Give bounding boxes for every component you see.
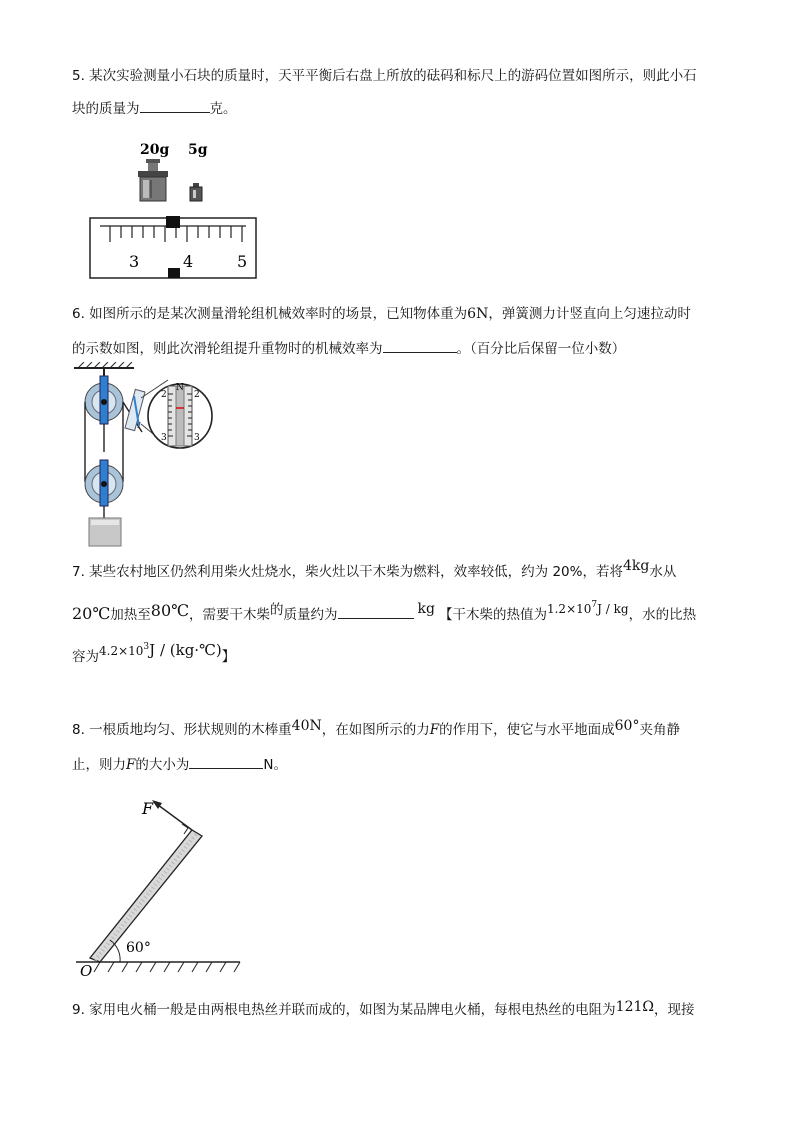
q8-text-2-end: N。: [263, 757, 287, 773]
origin-label: O: [80, 962, 93, 980]
q6-text-1-end: ，弹簧测力计竖直向上匀速拉动时: [488, 306, 691, 322]
balance-scale-figure: [86, 136, 262, 282]
q6-answer-blank[interactable]: [383, 338, 457, 353]
q7-c-coeff: 4.2×10: [99, 644, 144, 658]
q5-answer-blank[interactable]: [140, 98, 210, 113]
q7-line-1: [72, 558, 677, 582]
q6-line-1: [72, 304, 691, 324]
q5-line-2: [72, 98, 237, 119]
q7-text-mass: 质量约为: [283, 607, 338, 623]
q8-weight-value: 40N: [291, 718, 322, 734]
q8-line-2: [72, 754, 287, 775]
q6-line-2: [72, 338, 625, 359]
q6-weight-value: 6N: [467, 306, 489, 322]
q8-text-angle: 的作用下，使它与水平地面成: [439, 722, 615, 738]
q7-text-1: 7. 某些农村地区仍然利用柴火灶烧水，柴火灶以干木柴为燃料，效率较低，约为 20%，若将: [72, 564, 623, 580]
q7-text-3: 容为: [72, 649, 99, 665]
q7-text-de: 的: [270, 602, 284, 618]
q8-text-1: 8. 一根质地均匀、形状规则的木棒重: [72, 722, 292, 738]
scale-label-left-3: 3: [161, 433, 167, 443]
scale-label-right-3: 3: [194, 433, 200, 443]
scale-magnifier: [141, 380, 212, 448]
q7-c-unit: J / (kg·℃): [149, 641, 222, 659]
q7-temp-end: 80℃: [150, 601, 190, 620]
q7-q-unit: J / kg: [597, 602, 629, 616]
weight-5g-label: 5g: [188, 142, 208, 158]
q7-mass-value: 4kg: [622, 558, 650, 574]
weight-block: [89, 518, 121, 546]
q5-text-2: 块的质量为: [72, 101, 140, 117]
q8-force-symbol-2: F: [126, 757, 136, 773]
weight-20g-label: 20g: [140, 142, 170, 158]
q7-text-heat: 加热至: [110, 607, 151, 623]
q8-angle-value: 60°: [614, 718, 640, 734]
scale-label-4: 4: [183, 252, 194, 271]
ceiling-support: [74, 362, 134, 376]
q9-text-1: 9. 家用电火桶一般是由两根电热丝并联而成的，如图为某品牌电火桶，每根电热丝的电阻为: [72, 1002, 616, 1018]
q8-text-force: ，在如图所示的力: [321, 722, 430, 738]
q5-line-1: [72, 66, 697, 86]
q7-q-coeff: 1.2×10: [546, 602, 592, 616]
q7-text-need: ，需要干木柴: [189, 607, 271, 623]
q6-text-1: 6. 如图所示的是某次测量滑轮组机械效率时的场景，已知物体重为: [72, 306, 468, 322]
q7-answer-blank[interactable]: [338, 604, 414, 619]
balance-ruler: [90, 216, 256, 278]
unit-label-n: N: [176, 383, 184, 393]
pulley-system-figure: [72, 362, 222, 552]
rider-slider: [166, 216, 180, 228]
movable-pulley-icon: [85, 460, 123, 518]
q8-answer-blank[interactable]: [189, 754, 263, 769]
q7-text-3-end: 】: [221, 649, 236, 665]
q9-resistance-value: 121Ω: [615, 999, 655, 1015]
q6-text-2: 的示数如图，则此次滑轮组提升重物时的机械效率为: [72, 341, 383, 357]
q7-line-2: [72, 600, 697, 627]
q9-line-1: [72, 1000, 695, 1020]
q7-c-exp: 3: [143, 642, 150, 652]
q7-text-2-end: ，水的比热: [628, 607, 697, 623]
force-arrow: [152, 800, 192, 830]
q8-force-symbol: F: [429, 722, 440, 738]
q6-text-2-end: 。（百分比后保留一位小数）: [456, 341, 626, 357]
scale-label-3: 3: [129, 252, 140, 271]
weight-20g-icon: [138, 159, 168, 201]
q5-text-1: 5. 某次实验测量小石块的质量时，天平平衡后右盘上所放的砝码和标尺上的游码位置如图所示，则此小石: [72, 68, 697, 84]
q7-unit-kg: kg: [417, 601, 435, 617]
q8-text-2: 止，则力: [72, 757, 126, 773]
angle-label: 60°: [126, 940, 151, 956]
q7-temp-start: 20℃: [72, 604, 111, 623]
q7-q-exp: 7: [591, 600, 598, 610]
q9-text-1-end: ，现接: [654, 1002, 695, 1018]
pointer-block: [168, 268, 180, 278]
force-label: F: [142, 799, 154, 818]
q7-line-3: [72, 641, 236, 669]
fixed-pulley-icon: [85, 376, 123, 424]
lever-rod-figure: [74, 790, 244, 980]
q8-text-1-end: 夹角静: [639, 722, 680, 738]
ground-line: [76, 962, 240, 972]
q8-line-1: [72, 720, 680, 740]
q5-text-2-end: 克。: [209, 101, 237, 117]
weight-5g-icon: [190, 183, 202, 201]
scale-label-left-2: 2: [161, 390, 167, 400]
q7-text-heat-value: 【干木柴的热值为: [438, 607, 547, 623]
q8-text-size: 的大小为: [135, 757, 190, 773]
q7-text-1-end: 水从: [649, 564, 677, 580]
scale-label-right-2: 2: [194, 390, 200, 400]
scale-label-5: 5: [237, 252, 248, 271]
